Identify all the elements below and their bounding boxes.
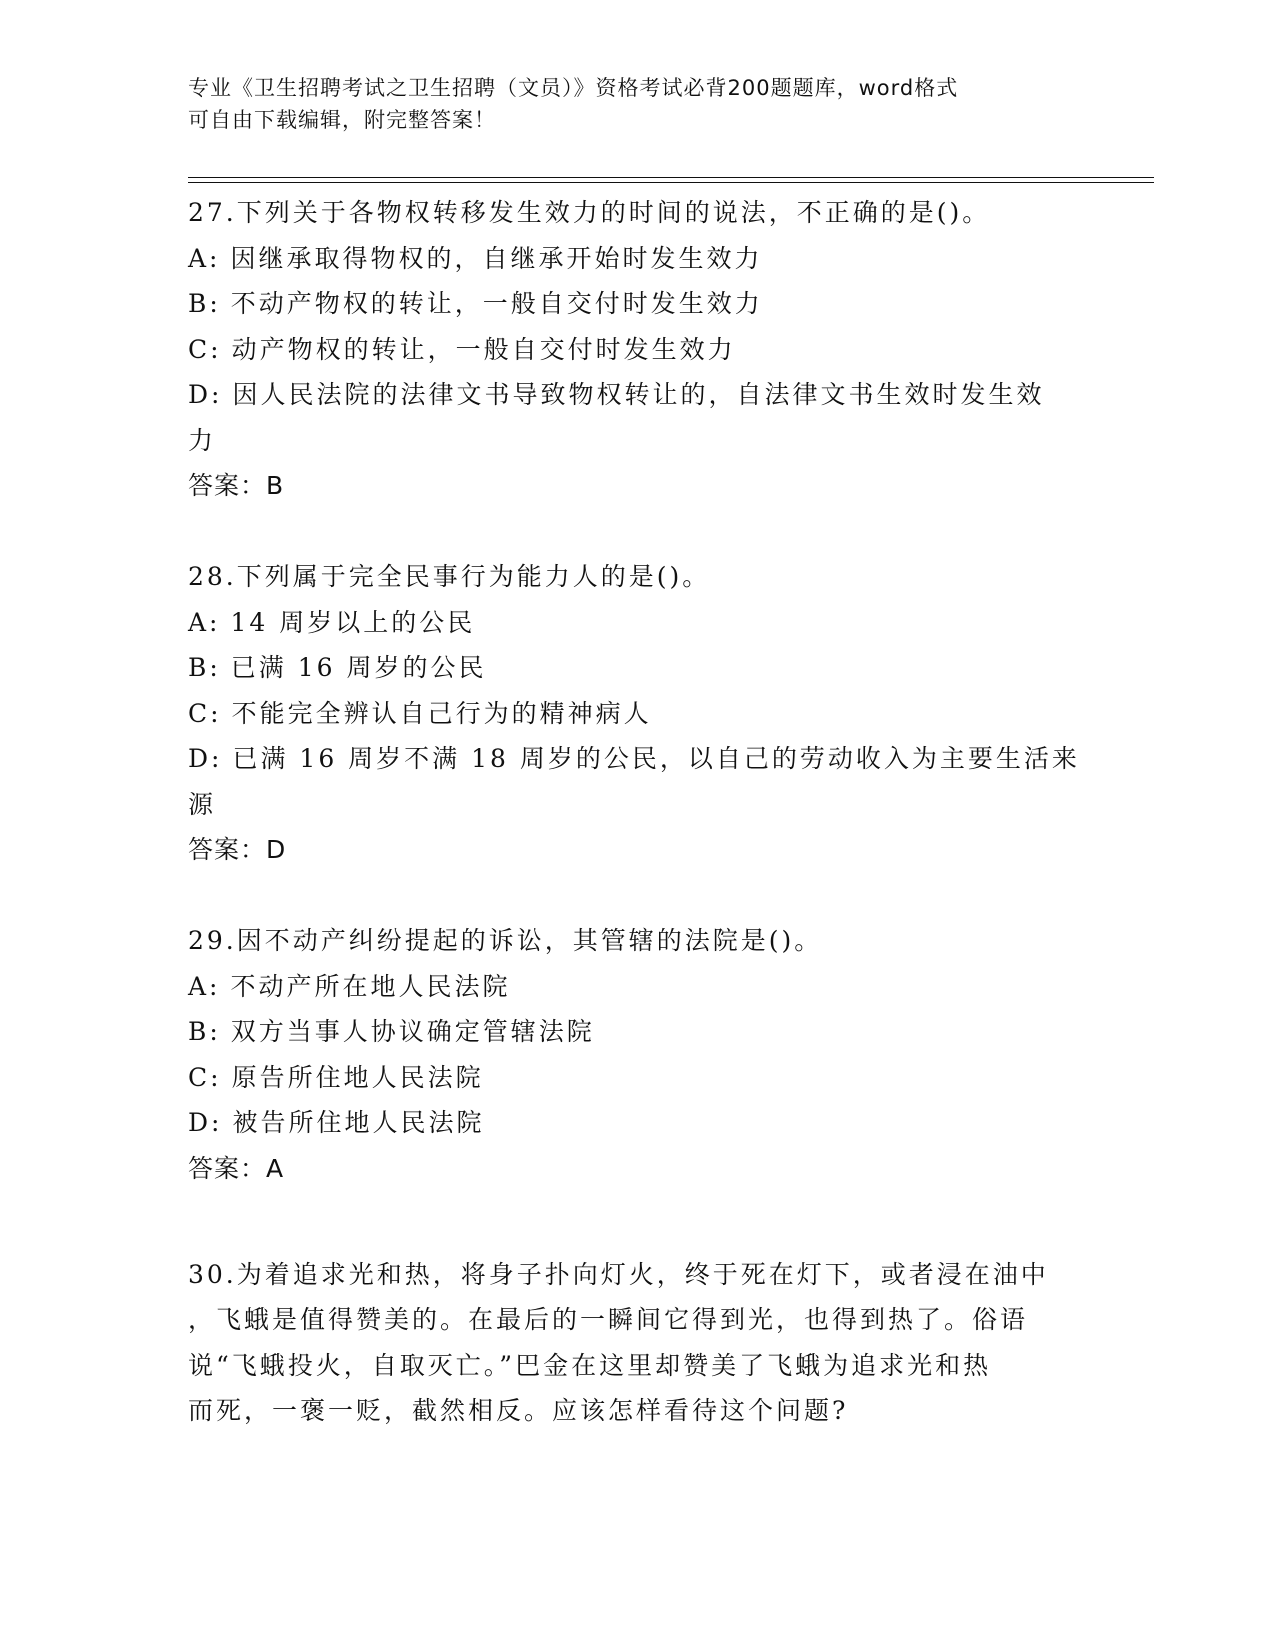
option-text: 不动产物权的转让，一般自交付时发生效力 [230,289,763,318]
option-d [188,1100,1088,1146]
option-label: D: [188,380,223,409]
question-29 [188,918,1088,1191]
option-c [188,327,1088,373]
option-text: 动产物权的转让，一般自交付时发生效力 [231,334,736,364]
header-line-1: 专业《卫生招聘考试之卫生招聘（文员）》资格考试必背200题题库，word格式 [188,76,959,100]
header-rule-bottom [188,182,1154,183]
option-b [188,645,1088,691]
question-30-line-2: ，飞蛾是值得赞美的。在最后的一瞬间它得到光，也得到热了。俗语 [188,1305,1029,1334]
option-label: C: [188,1062,222,1092]
header-rule-top [188,177,1154,178]
option-label: D: [188,1108,223,1137]
answer-line: 答案：D [188,835,287,864]
spacer [188,1237,1088,1252]
option-b [188,281,1088,327]
option-text: 已满 16 周岁的公民 [230,653,487,682]
option-text: 原告所住地人民法院 [231,1062,484,1092]
question-list [188,190,1088,1434]
question-stem: 29.因不动产纠纷提起的诉讼，其管辖的法院是()。 [188,926,823,955]
question-stem: 28.下列属于完全民事行为能力人的是()。 [188,562,711,591]
question-27 [188,190,1088,509]
spacer [188,873,1088,919]
option-label: B: [188,653,221,682]
option-b [188,1009,1088,1055]
option-text: 14 周岁以上的公民 [230,607,476,637]
option-label: B: [188,1017,221,1046]
header-line-2: 可自由下载编辑，附完整答案！ [188,108,496,132]
answer-line: 答案：B [188,471,285,500]
spacer [188,509,1088,555]
option-text: 不动产所在地人民法院 [230,971,511,1001]
option-d [188,736,1088,782]
option-label: C: [188,334,222,364]
option-c [188,1055,1088,1101]
question-30-line-1: 30.为着追求光和热，将身子扑向灯火，终于死在灯下，或者浸在油中 [188,1259,1049,1289]
option-label: A: [188,971,221,1001]
option-text: 已满 16 周岁不满 18 周岁的公民，以自己的劳动收入为主要生活来 [232,744,1080,773]
option-text: 被告所住地人民法院 [232,1108,485,1137]
option-text: 双方当事人协议确定管辖法院 [230,1017,595,1046]
question-30 [188,1252,1088,1434]
option-c [188,691,1088,737]
option-a [188,964,1088,1010]
document-header [188,72,1088,136]
option-label: A: [188,243,221,273]
option-a [188,600,1088,646]
option-label: D: [188,744,223,773]
question-stem: 27.下列关于各物权转移发生效力的时间的说法，不正确的是()。 [188,198,991,227]
option-label: A: [188,607,221,637]
question-30-line-4: 而死，一褒一贬，截然相反。应该怎样看待这个问题? [188,1396,849,1425]
option-d-continuation: 力 [188,425,217,455]
option-text: 因继承取得物权的，自继承开始时发生效力 [230,243,763,273]
spacer [188,1191,1088,1237]
option-a [188,236,1088,282]
option-text: 因人民法院的法律文书导致物权转让的，自法律文书生效时发生效 [232,380,1045,409]
option-label: B: [188,289,221,318]
answer-line: 答案：A [188,1153,285,1183]
option-d-continuation: 源 [188,789,217,819]
question-30-line-3: 说“飞蛾投火，自取灭亡。”巴金在这里却赞美了飞蛾为追求光和热 [188,1350,992,1380]
question-28 [188,554,1088,873]
option-d [188,372,1088,418]
option-label: C: [188,698,222,728]
option-text: 不能完全辨认自己行为的精神病人 [231,698,652,728]
